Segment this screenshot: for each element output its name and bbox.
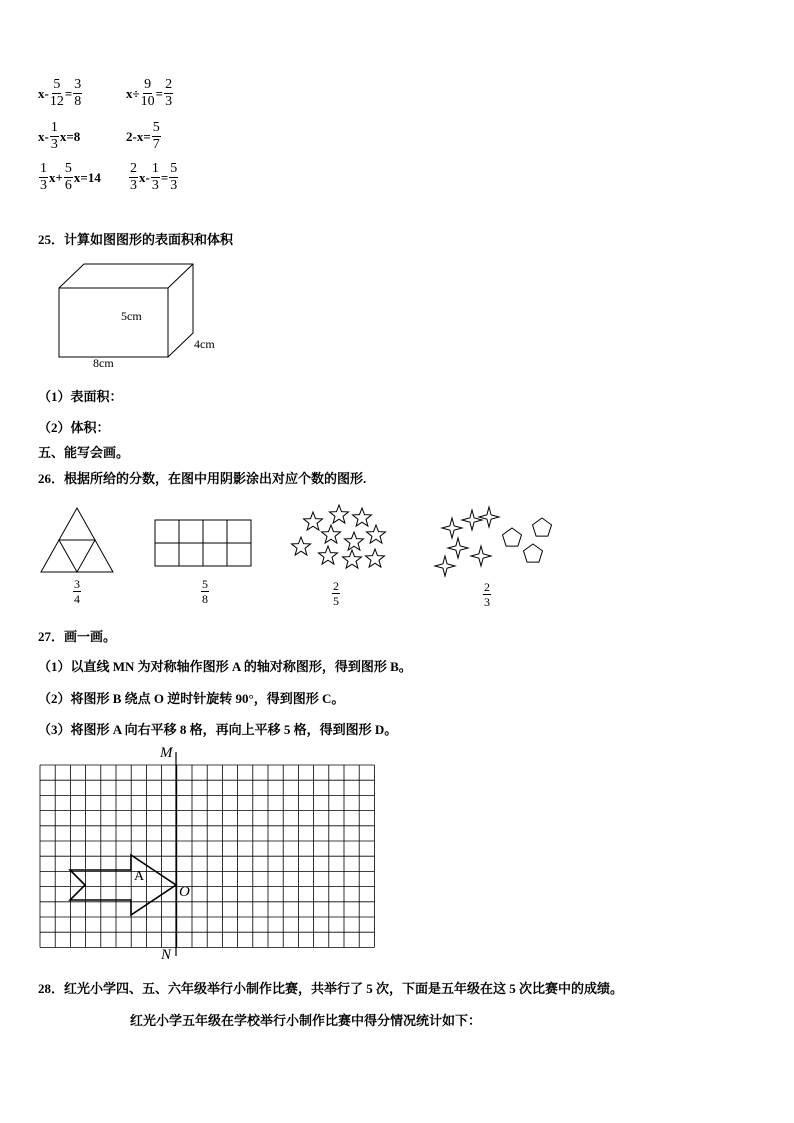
q26-title: 26．根据所给的分数，在图中用阴影涂出对应个数的图形. xyxy=(38,471,367,486)
q28-subtitle: 红光小学五年级在学校举行小制作比赛中得分情况统计如下： xyxy=(130,1013,482,1028)
equation-3: x- $\frac{1}{3}$ x=8 xyxy=(38,120,81,152)
equation-2: x÷ $\frac{9}{10}$ = $\frac{2}{3}$ xyxy=(126,77,173,109)
q28-title: 28．红光小学四、五、六年级举行小制作比赛，共举行了 5 次，下面是五年级在这 5 次比赛中的成绩。 xyxy=(38,981,624,996)
label-n: N xyxy=(161,947,172,963)
label-a: A xyxy=(134,869,145,884)
equation-4: 2-x= $\frac{5}{7}$ xyxy=(126,120,160,152)
q25-title: 25．计算如图图形的表面积和体积 xyxy=(38,232,234,247)
equation-5: $\frac{1}{3}$ x+ $\frac{5}{6}$ x=14 xyxy=(40,161,101,193)
label-m: M xyxy=(160,745,173,761)
label-length: 8cm xyxy=(93,356,114,370)
label-o: O xyxy=(179,884,190,900)
label-depth: 4cm xyxy=(194,337,215,351)
fraction-rectangle: $\frac{5}{8}$ xyxy=(202,577,208,606)
q27-step-2: （2）将图形 B 绕点 O 逆时针旋转 90°，得到图形 C。 xyxy=(38,691,345,706)
q27-step-3: （3）将图形 A 向右平移 8 格，再向上平移 5 格，得到图形 D。 xyxy=(38,722,398,737)
equation-6: $\frac{2}{3}$ x- $\frac{1}{3}$ = $\frac{5}{3}$ xyxy=(130,161,178,193)
q27-step-1: （1）以直线 MN 为对称轴作图形 A 的轴对称图形，得到图形 B。 xyxy=(38,659,412,674)
q25-surface-area: （1）表面积： xyxy=(38,389,123,404)
section-five-heading: 五、能写会画。 xyxy=(38,445,130,460)
fraction-triangle: $\frac{3}{4}$ xyxy=(74,577,80,606)
label-height: 5cm xyxy=(121,309,142,323)
fraction-sparkles: $\frac{2}{3}$ xyxy=(484,580,490,609)
equation-1: x- $\frac{5}{12}$ = $\frac{3}{8}$ xyxy=(38,77,82,109)
q27-title: 27．画一画。 xyxy=(38,629,117,644)
q25-volume: （2）体积： xyxy=(38,420,110,435)
fraction-stars: $\frac{2}{5}$ xyxy=(333,579,339,608)
